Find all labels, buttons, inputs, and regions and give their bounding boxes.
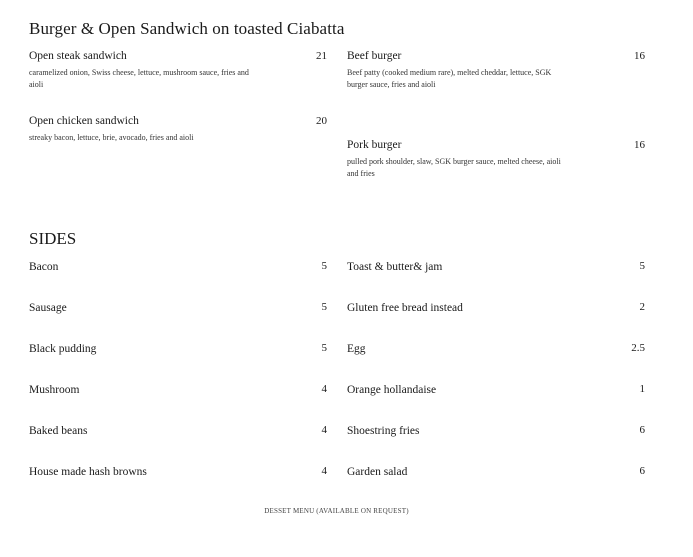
menu-item-open-steak-name: Open steak sandwich [29,50,127,62]
side-item-mushroom-price: 4 [321,383,327,395]
menu-item-pork-burger-price: 16 [634,139,645,151]
side-item-orange-hollandaise-price: 1 [639,383,645,395]
menu-item-open-steak-desc: caramelized onion, Swiss cheese, lettuce, mushroom sauce, fries and aioli [29,68,249,89]
menu-item-pork-burger-name: Pork burger [347,139,402,151]
side-item-bacon-price: 5 [321,260,327,272]
menu-item-beef-burger-desc: Beef patty (cooked medium rare), melted cheddar, lettuce, SGK burger sauce, fries and aioli [347,68,552,89]
menu-item-beef-burger-price: 16 [634,50,645,62]
menu-item-beef-burger-name: Beef burger [347,50,402,62]
side-item-toast-name: Toast & butter& jam [347,261,443,273]
side-item-gluten-free-price: 2 [639,301,645,313]
menu-item-open-chicken-price: 20 [316,115,327,127]
menu-item-open-chicken-desc: streaky bacon, lettuce, brie, avocado, fries and aioli [29,133,194,142]
menu-item-pork-burger-desc: pulled pork shoulder, slaw, SGK burger sauce, melted cheese, aioli and fries [347,157,561,178]
side-item-baked-beans-name: Baked beans [29,425,88,437]
side-item-mushroom-name: Mushroom [29,384,80,396]
side-item-shoestring-fries-name: Shoestring fries [347,425,420,437]
side-item-hash-browns-price: 4 [321,465,327,477]
side-item-hash-browns-name: House made hash browns [29,466,147,478]
sides-section-title: SIDES [29,229,77,248]
burger-section-title: Burger & Open Sandwich on toasted Ciabatta [29,19,345,38]
side-item-black-pudding-name: Black pudding [29,343,97,355]
side-item-shoestring-fries-price: 6 [639,424,645,436]
side-item-sausage-price: 5 [321,301,327,313]
menu-item-open-steak-price: 21 [316,50,327,62]
side-item-black-pudding-price: 5 [321,342,327,354]
side-item-egg-price: 2.5 [631,342,645,354]
side-item-egg-name: Egg [347,343,366,355]
side-item-toast-price: 5 [639,260,645,272]
side-item-garden-salad-price: 6 [639,465,645,477]
side-item-gluten-free-name: Gluten free bread instead [347,302,463,314]
side-item-orange-hollandaise-name: Orange hollandaise [347,384,437,396]
side-item-garden-salad-name: Garden salad [347,466,408,478]
dessert-menu-note: DESSET MENU (AVAILABLE ON REQUEST) [264,507,409,515]
menu-item-open-chicken-name: Open chicken sandwich [29,115,139,127]
side-item-sausage-name: Sausage [29,302,67,314]
side-item-baked-beans-price: 4 [321,424,327,436]
side-item-bacon-name: Bacon [29,261,59,273]
